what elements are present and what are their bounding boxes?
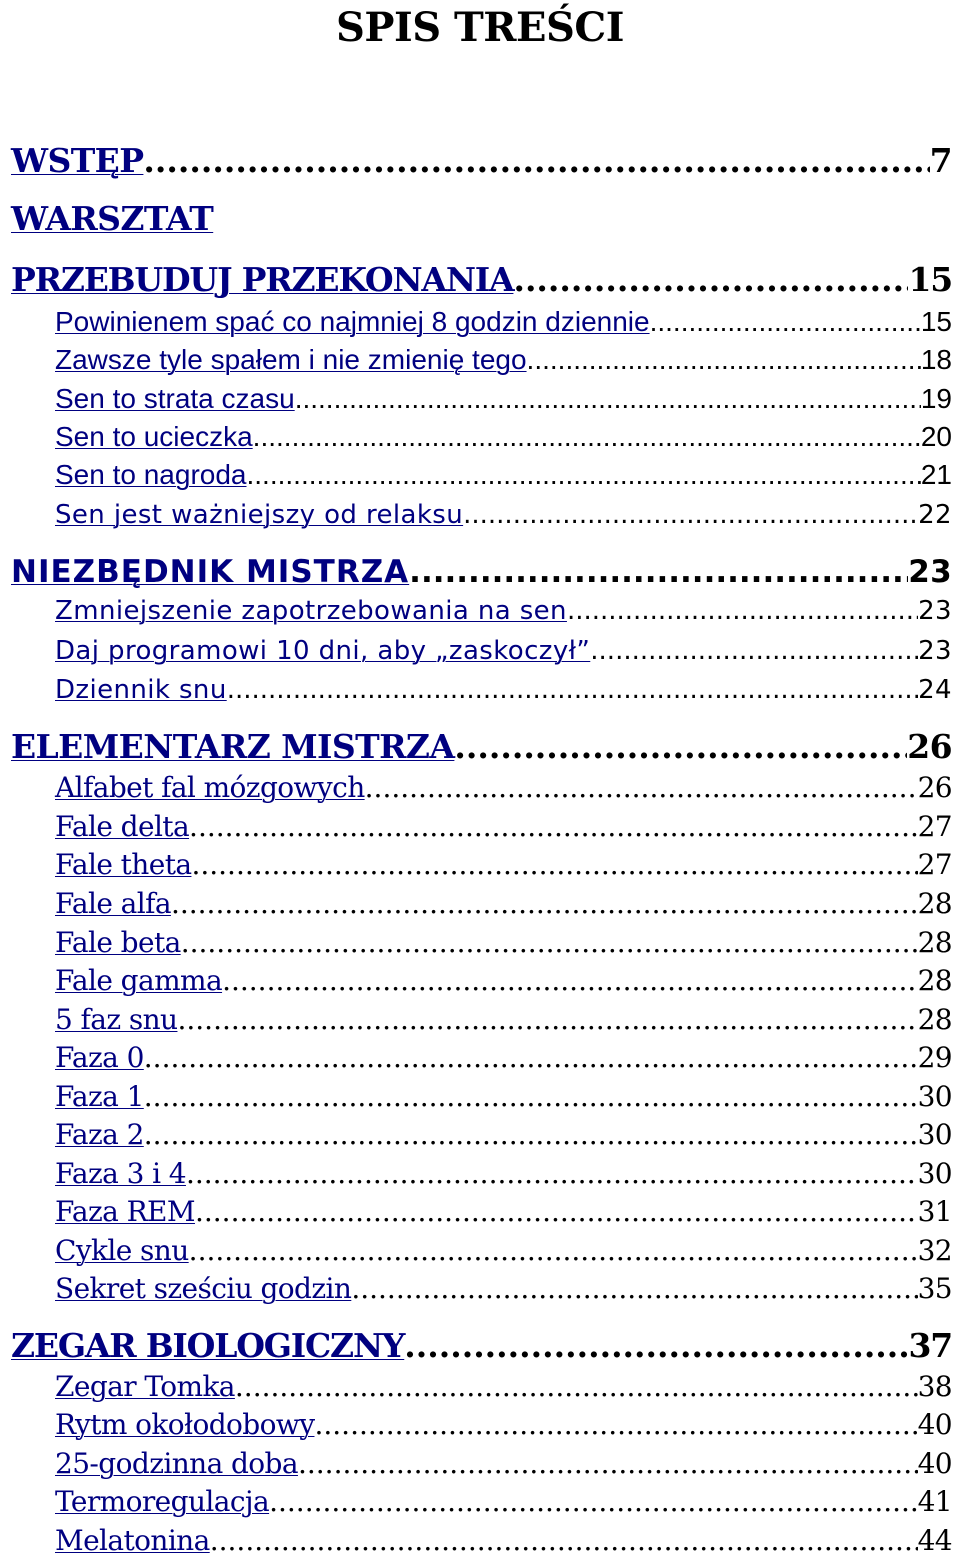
dot-leader: [143, 141, 929, 181]
dot-leader: [513, 260, 908, 300]
toc-entry-warsztat[interactable]: [11, 199, 952, 239]
toc-entry-label[interactable]: Sekret sześciu godzin: [55, 1272, 352, 1305]
toc-page-number: 37: [908, 1326, 952, 1365]
toc-entry-elementarz-mistrza[interactable]: [11, 727, 952, 767]
toc-entry-label[interactable]: Faza 2: [55, 1118, 144, 1151]
toc-entry[interactable]: [55, 593, 952, 629]
dot-leader: [177, 1002, 917, 1038]
toc-entry-label[interactable]: Dziennik snu: [55, 675, 227, 705]
toc-entry[interactable]: [55, 1233, 952, 1269]
toc-entry-label[interactable]: Zegar Tomka: [55, 1370, 235, 1403]
toc-entry-label[interactable]: Fale delta: [55, 810, 190, 843]
toc-entry-label[interactable]: WARSZTAT: [11, 199, 214, 238]
toc-page-number: 44: [917, 1524, 952, 1557]
toc-page-number: 20: [920, 421, 952, 452]
toc-entry[interactable]: [55, 457, 952, 493]
dot-leader: [171, 886, 918, 922]
dot-leader: [247, 457, 921, 493]
dot-leader: [181, 925, 918, 961]
toc-entry-label[interactable]: WSTĘP: [11, 141, 144, 180]
toc-entry-label[interactable]: Sen to ucieczka: [55, 421, 253, 452]
dot-leader: [235, 1369, 918, 1405]
dot-leader: [404, 1326, 908, 1366]
toc-entry[interactable]: [55, 1156, 952, 1192]
toc-page-number: 30: [917, 1157, 952, 1190]
toc-entry-label[interactable]: PRZEBUDUJ PRZEKONANIA: [11, 260, 514, 299]
toc-entry-zegar-biologiczny[interactable]: [11, 1326, 952, 1366]
toc-entry-label[interactable]: Faza 0: [55, 1041, 144, 1074]
toc-entry[interactable]: [55, 1194, 952, 1230]
dot-leader: [295, 381, 921, 417]
dot-leader: [195, 1194, 918, 1230]
dot-leader: [650, 304, 921, 340]
toc-entry[interactable]: [55, 1002, 952, 1038]
toc-entry[interactable]: [55, 1117, 952, 1153]
toc-page-number: 23: [918, 596, 952, 626]
toc-page-number: 19: [920, 383, 952, 414]
dot-leader: [409, 552, 908, 592]
toc-page-number: 21: [920, 459, 952, 490]
page-title: SPIS TREŚCI: [336, 4, 624, 51]
toc-entry-label[interactable]: ELEMENTARZ MISTRZA: [11, 727, 455, 766]
dot-leader: [186, 1156, 918, 1192]
toc-entry-label[interactable]: Faza REM: [55, 1195, 195, 1228]
toc-entry[interactable]: [55, 770, 952, 806]
toc-page-number: 28: [917, 887, 952, 920]
toc-page-number: 15: [920, 306, 952, 337]
toc-entry-label[interactable]: Faza 3 i 4: [55, 1157, 186, 1190]
toc-entry[interactable]: [55, 381, 952, 417]
toc-page-number: 32: [917, 1234, 952, 1267]
toc-entry[interactable]: [55, 497, 952, 533]
toc-entry-label[interactable]: Alfabet fal mózgowych: [55, 771, 365, 804]
toc-entry-label[interactable]: Cykle snu: [55, 1234, 189, 1267]
toc-entry-label[interactable]: NIEZBĘDNIK MISTRZA: [11, 554, 410, 590]
toc-page-number: 30: [917, 1118, 952, 1151]
toc-entry-label[interactable]: Rytm okołodobowy: [55, 1408, 315, 1441]
toc-entry[interactable]: [55, 419, 952, 455]
dot-leader: [253, 419, 921, 455]
toc-entry-label[interactable]: Sen to strata czasu: [55, 383, 295, 414]
toc-page-number: 28: [917, 964, 952, 997]
dot-leader: [210, 1523, 918, 1559]
toc-page-number: 7: [929, 141, 952, 180]
dot-leader: [189, 809, 918, 845]
toc-entry-przebuduj-przekonania[interactable]: [11, 260, 952, 300]
toc-page-number: 26: [907, 727, 952, 766]
toc-page-number: 41: [917, 1485, 952, 1518]
toc-entry[interactable]: [55, 672, 952, 708]
toc-entry-label[interactable]: Fale beta: [55, 926, 181, 959]
toc-page-number: 31: [917, 1195, 952, 1228]
dot-leader: [269, 1484, 917, 1520]
toc-entry[interactable]: [55, 1079, 952, 1115]
dot-leader: [144, 1117, 918, 1153]
toc-entry-label[interactable]: Fale alfa: [55, 887, 171, 920]
toc-page-number: 23: [908, 554, 952, 590]
toc-page-number: 28: [917, 1003, 952, 1036]
toc-entry-label[interactable]: Termoregulacja: [55, 1485, 270, 1518]
toc-entry[interactable]: [55, 886, 952, 922]
toc-page-number: 22: [918, 500, 952, 530]
toc-entry-label[interactable]: Sen jest ważniejszy od relaksu: [55, 500, 464, 530]
toc-entry[interactable]: [55, 1523, 952, 1559]
toc-page-number: 26: [917, 771, 952, 804]
toc-entry[interactable]: [55, 1040, 952, 1076]
toc-entry-label[interactable]: Powinienem spać co najmniej 8 godzin dziennie: [55, 306, 650, 337]
toc-entry-label[interactable]: 5 faz snu: [55, 1003, 178, 1036]
dot-leader: [567, 593, 918, 629]
dot-leader: [191, 847, 917, 883]
dot-leader: [144, 1040, 918, 1076]
toc-entry[interactable]: [55, 847, 952, 883]
dot-leader: [527, 342, 921, 378]
toc-entry[interactable]: [55, 925, 952, 961]
dot-leader: [463, 497, 918, 533]
toc-entry[interactable]: [55, 809, 952, 845]
toc-page-number: 18: [920, 344, 952, 375]
toc-page-number: 23: [918, 636, 952, 666]
dot-leader: [454, 727, 907, 767]
toc-entry-label[interactable]: ZEGAR BIOLOGICZNY: [11, 1326, 405, 1365]
dot-leader: [351, 1271, 917, 1307]
toc-entry-label[interactable]: Zmniejszenie zapotrzebowania na sen: [55, 596, 567, 626]
toc-page-number: 27: [917, 848, 952, 881]
toc-entry[interactable]: [55, 342, 952, 378]
dot-leader: [144, 1079, 918, 1115]
toc-entry[interactable]: [55, 963, 952, 999]
dot-leader: [314, 1407, 917, 1443]
dot-leader: [227, 672, 918, 708]
toc-page-number: 40: [917, 1447, 952, 1480]
toc-entry[interactable]: [55, 1271, 952, 1307]
toc-entry-label[interactable]: Sen to nagroda: [55, 459, 247, 490]
toc-entry-label[interactable]: Melatonina: [55, 1524, 210, 1557]
toc-page-number: 40: [917, 1408, 952, 1441]
toc-page-number: 35: [917, 1272, 952, 1305]
toc-entry[interactable]: [55, 1369, 952, 1405]
toc-entry-label[interactable]: Fale gamma: [55, 964, 223, 997]
toc-page-number: 38: [917, 1370, 952, 1403]
dot-leader: [298, 1446, 918, 1482]
toc-entry[interactable]: [55, 304, 952, 340]
toc-page-number: 27: [917, 810, 952, 843]
toc-entry[interactable]: [55, 1484, 952, 1520]
toc-entry[interactable]: [55, 1407, 952, 1443]
toc-entry-label[interactable]: Fale theta: [55, 848, 192, 881]
dot-leader: [222, 963, 918, 999]
dot-leader: [590, 633, 918, 669]
toc-entry-label[interactable]: 25-godzinna doba: [55, 1447, 298, 1480]
toc-entry-label[interactable]: Faza 1: [55, 1080, 144, 1113]
dot-leader: [365, 770, 918, 806]
toc-page-number: 28: [917, 926, 952, 959]
toc-entry-label[interactable]: Zawsze tyle spałem i nie zmienię tego: [55, 344, 527, 375]
toc-page-number: 30: [917, 1080, 952, 1113]
toc-entry-niezbednik-mistrza[interactable]: [11, 552, 952, 592]
dot-leader: [189, 1233, 918, 1269]
toc-entry[interactable]: [55, 1446, 952, 1482]
toc-page-number: 29: [917, 1041, 952, 1074]
toc-page-number: 24: [918, 675, 952, 705]
toc-entry-wstep[interactable]: [11, 141, 952, 181]
toc-entry[interactable]: [55, 633, 952, 669]
toc-page-number: 15: [908, 260, 952, 299]
toc-entry-label[interactable]: Daj programowi 10 dni, aby „zaskoczył”: [55, 636, 591, 666]
